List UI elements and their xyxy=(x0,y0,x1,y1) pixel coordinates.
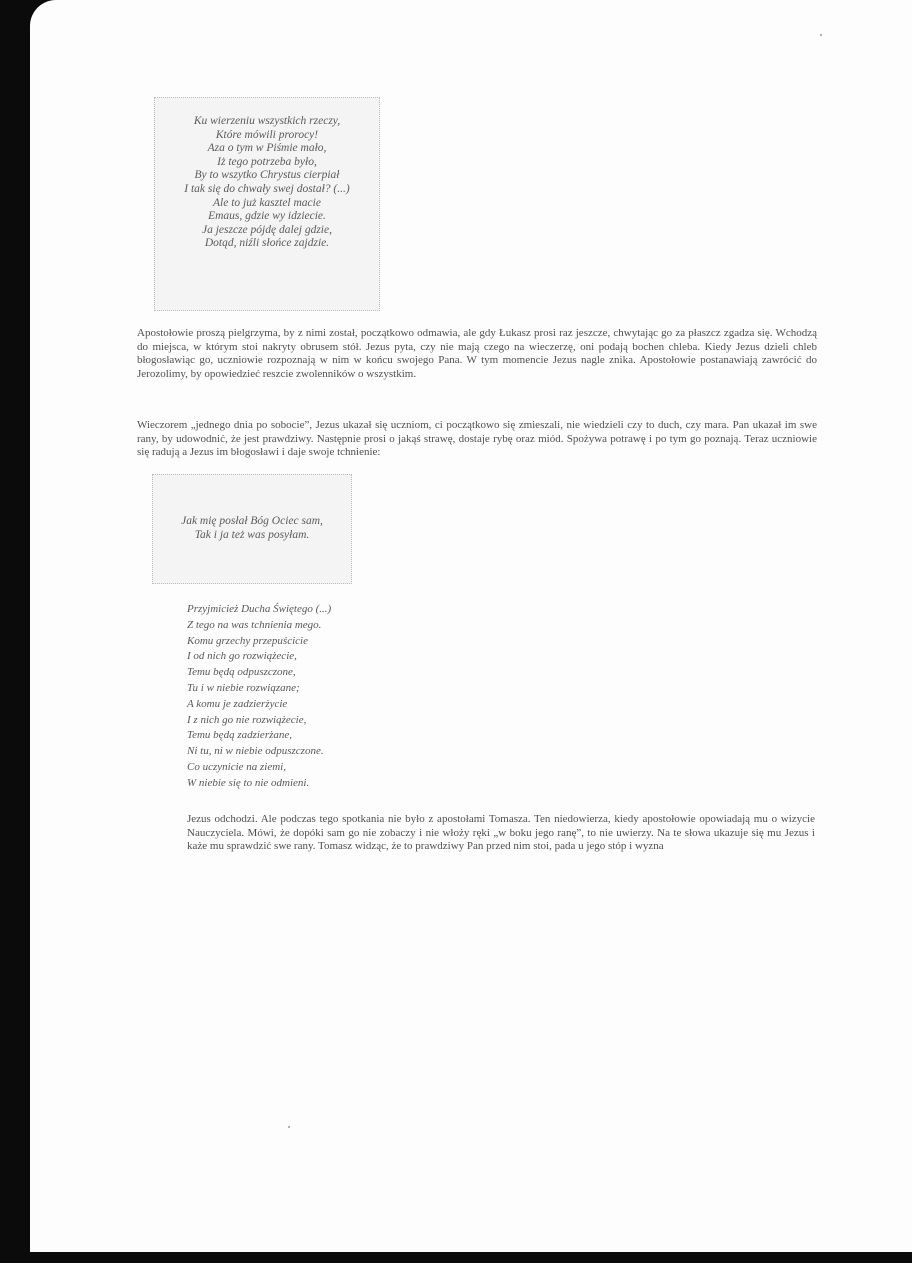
quote-box-emaus xyxy=(154,97,380,311)
quote-line: I tak się do chwały swej dostał? (...) xyxy=(184,182,350,195)
paragraph-evening: Wieczorem „jednego dnia po sobocie”, Jezus ukazał się uczniom, ci początkowo się zmieszali, nie wiedzieli czy to duch, czy mara. Pan ukazał im swe rany, by udowodnić, że jest prawdziwy. Następnie prosi o jakąś strawę, dostaje rybę oraz miód. Spożywa potrawę i po tym go poznają. Teraz uczniowie się radują a Jezus im błogosławi i daje swoje tchnienie: xyxy=(137,419,817,458)
quote-box-emaus-lines xyxy=(155,115,379,251)
poem-holy-spirit xyxy=(187,602,331,792)
poem-line: Temu będą odpuszczone, xyxy=(187,666,296,679)
quote-line: By to wszytko Chrystus cierpiał xyxy=(194,169,340,182)
poem-line: Tu i w niebie rozwiązane; xyxy=(187,681,300,694)
poem-line: Przyjmicież Ducha Świętego (...) xyxy=(187,603,332,615)
paragraph-emaus: Apostołowie proszą pielgrzyma, by z nimi został, początkowo odmawia, ale gdy Łukasz prosi raz jeszcze, chwytając go za płaszcz zgadza się. Wchodzą do miejsca, w którym stoi nakryty obrusem stół. Jezus pyta, czy nie mają czego na wieczerzę, oni podają bochen chleba. Kiedy Jezus dzieli chleb błogosławiąc go, uczniowie rozpoznają w nim w końcu swojego Pana. W tym momencie Jezus nagle znika. Apostołowie postanawiają zawrócić do Jerozolimy, by opowiedzieć reszcie zwolenników o wszystkim. xyxy=(137,327,817,380)
poem-line: A komu je zadzierżycie xyxy=(187,697,288,710)
quote-line: Ku wierzeniu wszystkich rzeczy, xyxy=(193,115,341,127)
poem-line: I od nich go rozwiążecie, xyxy=(187,650,297,663)
paragraph-thomas: Jezus odchodzi. Ale podczas tego spotkania nie było z apostołami Tomasza. Ten niedowierza, kiedy apostołowie opowiadają mu o wizycie Nauczyciela. Mówi, że dopóki sam go nie zobaczy i nie włoży ręki „w boku jego ranę”, to nie uwierzy. Na te słowa ukazuje się mu Jezus i każe mu sprawdzić swe rany. Tomasz widząc, że to prawdziwy Pan przed nim stoi, pada u jego stóp i wyzna xyxy=(187,813,815,852)
poem-line: Z tego na was tchnienia mego. xyxy=(187,618,322,631)
scan-speck xyxy=(288,1126,290,1128)
poem-line: Ni tu, ni w niebie odpuszczone. xyxy=(187,745,324,758)
poem-line: I z nich go nie rozwiążecie, xyxy=(187,713,307,726)
quote-line: Aza o tym w Piśmie mało, xyxy=(207,142,327,155)
quote-line: Jak mię posłał Bóg Ociec sam, xyxy=(181,515,323,527)
quote-box-sending xyxy=(152,474,352,584)
document-page xyxy=(30,0,912,1252)
quote-line: Tak i ja też was posyłam. xyxy=(194,528,310,541)
poem-line: Co uczynicie na ziemi, xyxy=(187,760,286,773)
quote-line: Iż tego potrzeba było, xyxy=(217,155,317,168)
quote-box-sending-lines xyxy=(153,515,351,542)
quote-line: Emaus, gdzie wy idziecie. xyxy=(208,210,326,223)
scan-speck xyxy=(820,34,822,36)
quote-line: Ja jeszcze pójdę dalej gdzie, xyxy=(202,223,332,236)
quote-line: Ale to już kasztel macie xyxy=(213,196,321,209)
quote-line: Które mówili prorocy! xyxy=(215,128,319,141)
poem-line: Temu będą zadzierżane, xyxy=(187,729,293,742)
poem-line: Komu grzechy przepuścicie xyxy=(187,634,308,647)
poem-line: W niebie się to nie odmieni. xyxy=(187,776,310,789)
quote-line: Dotąd, niźli słońce zajdzie. xyxy=(204,237,330,250)
paper-sheet xyxy=(30,0,912,1252)
